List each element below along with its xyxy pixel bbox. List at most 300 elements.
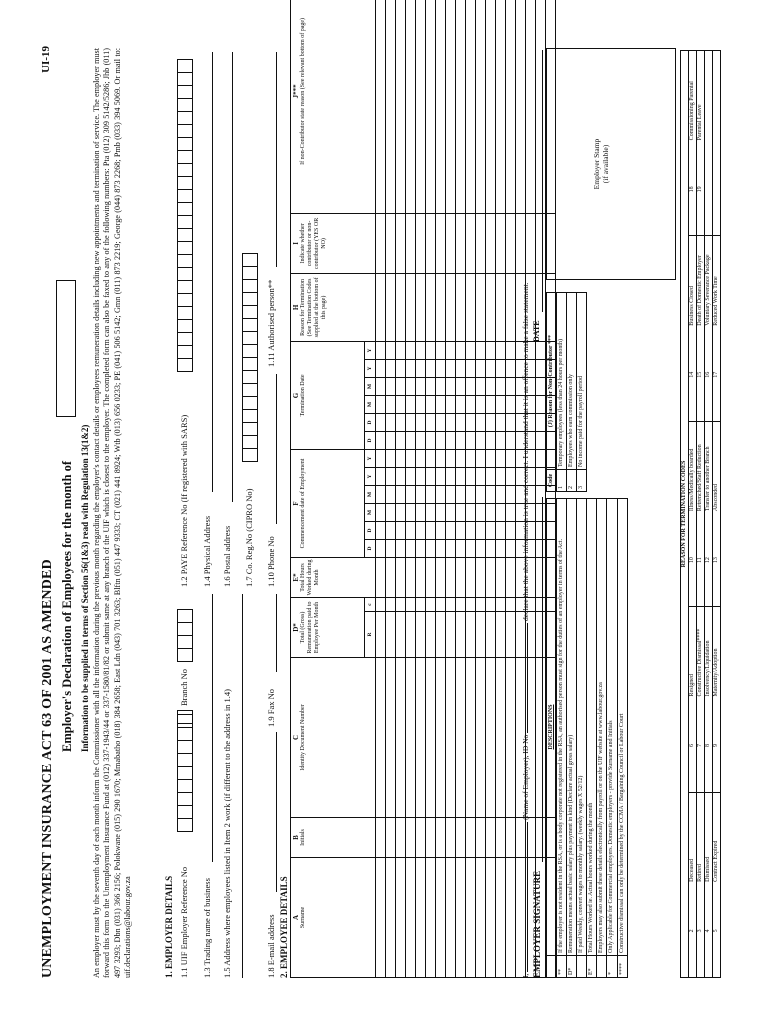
employee-cell[interactable] [436,612,446,658]
employee-cell[interactable] [436,504,446,522]
employee-cell[interactable] [376,658,386,818]
employee-cell[interactable] [416,540,426,558]
employee-cell[interactable] [496,658,506,818]
employee-cell[interactable] [466,0,476,213]
id-no-field[interactable] [527,623,528,733]
employee-cell[interactable] [396,273,406,341]
signature-line[interactable] [542,497,543,862]
employee-cell[interactable] [506,414,516,432]
employee-cell[interactable] [486,598,496,612]
employee-cell[interactable] [386,612,396,658]
employee-cell[interactable] [496,540,506,558]
employee-cell[interactable] [376,213,386,273]
employee-cell[interactable] [486,273,496,341]
employee-cell[interactable] [486,818,496,858]
employee-cell[interactable] [406,558,416,598]
employee-cell[interactable] [386,341,396,359]
employee-cell[interactable] [486,522,496,540]
employee-cell[interactable] [456,360,466,378]
employee-cell[interactable] [396,360,406,378]
employee-cell[interactable] [496,818,506,858]
employee-cell[interactable] [476,432,486,450]
employee-cell[interactable] [496,432,506,450]
employee-cell[interactable] [486,858,496,978]
employee-cell[interactable] [406,450,416,468]
employee-cell[interactable] [526,0,536,213]
employee-cell[interactable] [466,450,476,468]
employee-cell[interactable] [476,612,486,658]
employee-cell[interactable] [396,486,406,504]
employee-cell[interactable] [406,360,416,378]
employee-cell[interactable] [436,450,446,468]
employee-cell[interactable] [466,658,476,818]
employee-cell[interactable] [466,522,476,540]
paye-ref-boxes[interactable] [177,60,193,372]
employee-cell[interactable] [426,360,436,378]
employee-cell[interactable] [426,341,436,359]
employee-cell[interactable] [476,450,486,468]
work-address-line[interactable] [242,594,243,978]
employee-cell[interactable] [486,378,496,396]
employee-cell[interactable] [506,378,516,396]
employee-cell[interactable] [466,396,476,414]
employee-cell[interactable] [506,658,516,818]
employee-cell[interactable] [446,273,456,341]
employee-cell[interactable] [506,486,516,504]
employee-cell[interactable] [466,213,476,273]
employee-cell[interactable] [456,612,466,658]
email-line[interactable] [276,732,277,892]
employee-cell[interactable] [416,213,426,273]
employee-cell[interactable] [426,858,436,978]
employee-cell[interactable] [376,414,386,432]
date-line[interactable] [542,50,543,312]
employee-cell[interactable] [536,558,546,598]
employee-cell[interactable] [386,213,396,273]
employee-cell[interactable] [466,414,476,432]
employee-cell[interactable] [486,540,496,558]
employee-cell[interactable] [476,658,486,818]
employee-cell[interactable] [496,504,506,522]
employee-cell[interactable] [476,858,486,978]
employee-cell[interactable] [536,658,546,818]
employee-cell[interactable] [396,504,406,522]
employee-cell[interactable] [426,432,436,450]
employee-cell[interactable] [536,504,546,522]
employee-cell[interactable] [436,486,446,504]
employee-cell[interactable] [496,396,506,414]
employee-cell[interactable] [396,213,406,273]
employee-cell[interactable] [536,360,546,378]
employee-cell[interactable] [376,818,386,858]
employee-cell[interactable] [506,213,516,273]
employee-cell[interactable] [376,558,386,598]
employee-cell[interactable] [506,558,516,598]
employee-cell[interactable] [486,486,496,504]
employee-cell[interactable] [496,486,506,504]
employee-cell[interactable] [386,432,396,450]
employee-cell[interactable] [496,360,506,378]
employee-cell[interactable] [436,598,446,612]
employee-cell[interactable] [386,558,396,598]
employee-cell[interactable] [456,0,466,213]
employee-cell[interactable] [476,598,486,612]
employee-cell[interactable] [376,378,386,396]
employee-cell[interactable] [426,486,436,504]
employee-cell[interactable] [476,468,486,486]
employee-cell[interactable] [406,658,416,818]
employee-cell[interactable] [506,273,516,341]
employee-cell[interactable] [446,612,456,658]
employee-cell[interactable] [376,612,386,658]
employee-cell[interactable] [476,0,486,213]
employee-cell[interactable] [406,341,416,359]
employee-cell[interactable] [446,0,456,213]
employee-cell[interactable] [416,396,426,414]
employee-cell[interactable] [436,818,446,858]
employee-cell[interactable] [446,396,456,414]
employee-cell[interactable] [406,468,416,486]
employee-cell[interactable] [386,504,396,522]
employee-cell[interactable] [506,612,516,658]
employee-cell[interactable] [386,598,396,612]
employee-cell[interactable] [406,396,416,414]
employee-cell[interactable] [446,468,456,486]
employee-cell[interactable] [466,360,476,378]
employee-cell[interactable] [416,858,426,978]
employee-cell[interactable] [376,598,386,612]
employee-cell[interactable] [486,360,496,378]
employee-cell[interactable] [456,213,466,273]
employee-cell[interactable] [376,360,386,378]
employee-cell[interactable] [536,432,546,450]
physical-address-line[interactable] [212,52,213,492]
employee-cell[interactable] [416,598,426,612]
employee-cell[interactable] [476,504,486,522]
employee-cell[interactable] [476,414,486,432]
employee-cell[interactable] [496,858,506,978]
employee-cell[interactable] [476,396,486,414]
employee-cell[interactable] [456,558,466,598]
employee-cell[interactable] [406,818,416,858]
employee-cell[interactable] [386,360,396,378]
employee-cell[interactable] [456,486,466,504]
employee-cell[interactable] [506,504,516,522]
phone-line[interactable] [276,374,277,524]
employee-cell[interactable] [536,612,546,658]
employee-cell[interactable] [446,540,456,558]
employee-cell[interactable] [436,558,446,598]
employee-cell[interactable] [506,468,516,486]
employee-cell[interactable] [466,486,476,504]
employee-cell[interactable] [416,468,426,486]
employee-cell[interactable] [436,522,446,540]
employee-cell[interactable] [476,522,486,540]
employee-cell[interactable] [396,612,406,658]
employee-cell[interactable] [496,468,506,486]
employee-cell[interactable] [466,540,476,558]
employee-cell[interactable] [456,450,466,468]
employee-cell[interactable] [446,378,456,396]
employee-cell[interactable] [486,450,496,468]
employee-cell[interactable] [406,414,416,432]
employer-stamp-box[interactable] [546,48,676,280]
employee-cell[interactable] [436,213,446,273]
employee-cell[interactable] [496,273,506,341]
employee-cell[interactable] [536,522,546,540]
employee-cell[interactable] [516,0,526,213]
employee-cell[interactable] [466,818,476,858]
employee-cell[interactable] [426,213,436,273]
employee-cell[interactable] [496,450,506,468]
employee-cell[interactable] [406,273,416,341]
employee-cell[interactable] [426,558,436,598]
employee-cell[interactable] [536,378,546,396]
employee-cell[interactable] [466,341,476,359]
employee-cell[interactable] [476,558,486,598]
employee-cell[interactable] [396,468,406,486]
employee-cell[interactable] [446,658,456,818]
month-input-box[interactable] [56,280,76,417]
employee-cell[interactable] [536,540,546,558]
employee-cell[interactable] [416,558,426,598]
employee-cell[interactable] [506,540,516,558]
employee-cell[interactable] [506,360,516,378]
employee-cell[interactable] [396,0,406,213]
employee-cell[interactable] [456,468,466,486]
branch-boxes[interactable] [177,610,193,662]
employee-cell[interactable] [416,273,426,341]
employee-cell[interactable] [456,396,466,414]
employee-cell[interactable] [456,378,466,396]
employee-cell[interactable] [466,558,476,598]
employee-cell[interactable] [396,341,406,359]
employee-cell[interactable] [456,504,466,522]
employee-cell[interactable] [386,522,396,540]
employee-cell[interactable] [446,504,456,522]
employee-cell[interactable] [426,658,436,818]
employee-cell[interactable] [496,341,506,359]
employee-cell[interactable] [466,504,476,522]
employee-cell[interactable] [416,450,426,468]
employee-cell[interactable] [426,522,436,540]
employee-cell[interactable] [486,341,496,359]
employee-cell[interactable] [426,0,436,213]
employee-cell[interactable] [466,612,476,658]
employee-cell[interactable] [396,450,406,468]
employee-cell[interactable] [456,522,466,540]
employee-cell[interactable] [426,450,436,468]
employee-cell[interactable] [436,378,446,396]
employee-cell[interactable] [396,432,406,450]
employee-cell[interactable] [486,432,496,450]
employee-cell[interactable] [476,818,486,858]
uif-ref-boxes[interactable] [177,715,193,832]
employee-cell[interactable] [496,414,506,432]
employee-cell[interactable] [406,378,416,396]
employee-cell[interactable] [496,598,506,612]
employee-cell[interactable] [536,0,546,213]
employee-cell[interactable] [376,432,386,450]
employee-cell[interactable] [506,450,516,468]
employee-cell[interactable] [446,858,456,978]
employee-cell[interactable] [406,522,416,540]
employee-cell[interactable] [426,540,436,558]
employee-cell[interactable] [506,858,516,978]
employee-cell[interactable] [376,0,386,213]
employee-cell[interactable] [476,540,486,558]
employee-cell[interactable] [506,341,516,359]
employee-cell[interactable] [466,432,476,450]
employee-cell[interactable] [376,522,386,540]
employee-cell[interactable] [416,486,426,504]
employee-cell[interactable] [486,396,496,414]
employee-cell[interactable] [396,818,406,858]
employee-cell[interactable] [376,858,386,978]
employee-cell[interactable] [476,486,486,504]
employee-cell[interactable] [496,378,506,396]
employee-cell[interactable] [406,432,416,450]
employee-cell[interactable] [406,486,416,504]
employee-cell[interactable] [486,504,496,522]
employee-cell[interactable] [486,414,496,432]
employee-cell[interactable] [536,414,546,432]
employee-cell[interactable] [416,522,426,540]
employee-cell[interactable] [406,540,416,558]
employee-cell[interactable] [526,213,536,273]
employee-cell[interactable] [416,504,426,522]
employee-cell[interactable] [456,273,466,341]
employee-cell[interactable] [426,612,436,658]
employee-cell[interactable] [456,818,466,858]
employee-cell[interactable] [446,213,456,273]
employee-cell[interactable] [386,378,396,396]
employee-cell[interactable] [426,396,436,414]
employee-cell[interactable] [476,213,486,273]
employee-cell[interactable] [476,341,486,359]
employee-cell[interactable] [436,0,446,213]
employee-cell[interactable] [466,598,476,612]
employee-cell[interactable] [536,598,546,612]
employee-cell[interactable] [536,341,546,359]
employee-cell[interactable] [386,858,396,978]
employee-cell[interactable] [446,558,456,598]
employee-cell[interactable] [426,598,436,612]
employee-cell[interactable] [376,468,386,486]
employee-cell[interactable] [426,273,436,341]
co-reg-boxes[interactable] [242,254,258,462]
fax-line[interactable] [276,594,277,672]
employee-cell[interactable] [436,468,446,486]
employee-cell[interactable] [446,598,456,612]
employee-cell[interactable] [486,558,496,598]
postal-address-line[interactable] [232,52,233,502]
employee-cell[interactable] [486,0,496,213]
employee-cell[interactable] [416,658,426,818]
employee-cell[interactable] [396,658,406,818]
employee-cell[interactable] [456,598,466,612]
employee-cell[interactable] [506,522,516,540]
employee-cell[interactable] [436,432,446,450]
employee-cell[interactable] [486,213,496,273]
employee-cell[interactable] [416,414,426,432]
employee-cell[interactable] [446,360,456,378]
employee-cell[interactable] [536,468,546,486]
employee-cell[interactable] [416,378,426,396]
employee-cell[interactable] [476,378,486,396]
employee-cell[interactable] [416,612,426,658]
employee-cell[interactable] [496,612,506,658]
employee-cell[interactable] [426,468,436,486]
employee-cell[interactable] [386,0,396,213]
employee-cell[interactable] [446,432,456,450]
employee-cell[interactable] [396,558,406,598]
employee-cell[interactable] [506,598,516,612]
employee-cell[interactable] [496,522,506,540]
employee-cell[interactable] [426,378,436,396]
employee-cell[interactable] [416,0,426,213]
employee-cell[interactable] [386,414,396,432]
employee-cell[interactable] [426,818,436,858]
employee-cell[interactable] [486,658,496,818]
employee-cell[interactable] [496,0,506,213]
employee-cell[interactable] [386,486,396,504]
employee-cell[interactable] [476,360,486,378]
employee-cell[interactable] [496,558,506,598]
employee-cell[interactable] [536,396,546,414]
employee-cell[interactable] [386,273,396,341]
employee-cell[interactable] [416,360,426,378]
employee-cell[interactable] [466,273,476,341]
employee-cell[interactable] [456,432,466,450]
employee-cell[interactable] [406,0,416,213]
employee-cell[interactable] [416,818,426,858]
employee-cell[interactable] [406,858,416,978]
employee-cell[interactable] [476,273,486,341]
employee-cell[interactable] [446,341,456,359]
employee-cell[interactable] [456,540,466,558]
employee-cell[interactable] [436,273,446,341]
employee-cell[interactable] [426,504,436,522]
employee-cell[interactable] [416,341,426,359]
employee-cell[interactable] [466,858,476,978]
employee-cell[interactable] [466,378,476,396]
employee-cell[interactable] [506,396,516,414]
employee-cell[interactable] [486,612,496,658]
employee-cell[interactable] [506,818,516,858]
employee-cell[interactable] [456,414,466,432]
employee-cell[interactable] [396,540,406,558]
employee-cell[interactable] [396,598,406,612]
employee-cell[interactable] [386,468,396,486]
employee-cell[interactable] [436,414,446,432]
trading-name-line[interactable] [212,594,213,862]
employee-cell[interactable] [396,378,406,396]
employee-cell[interactable] [486,468,496,486]
employee-cell[interactable] [466,468,476,486]
employee-cell[interactable] [376,396,386,414]
employee-cell[interactable] [386,540,396,558]
employee-cell[interactable] [406,612,416,658]
employee-cell[interactable] [536,213,546,273]
employee-cell[interactable] [376,450,386,468]
employee-cell[interactable] [456,858,466,978]
employee-cell[interactable] [376,273,386,341]
employee-cell[interactable] [446,450,456,468]
employee-cell[interactable] [436,658,446,818]
employee-cell[interactable] [506,432,516,450]
employee-cell[interactable] [496,213,506,273]
